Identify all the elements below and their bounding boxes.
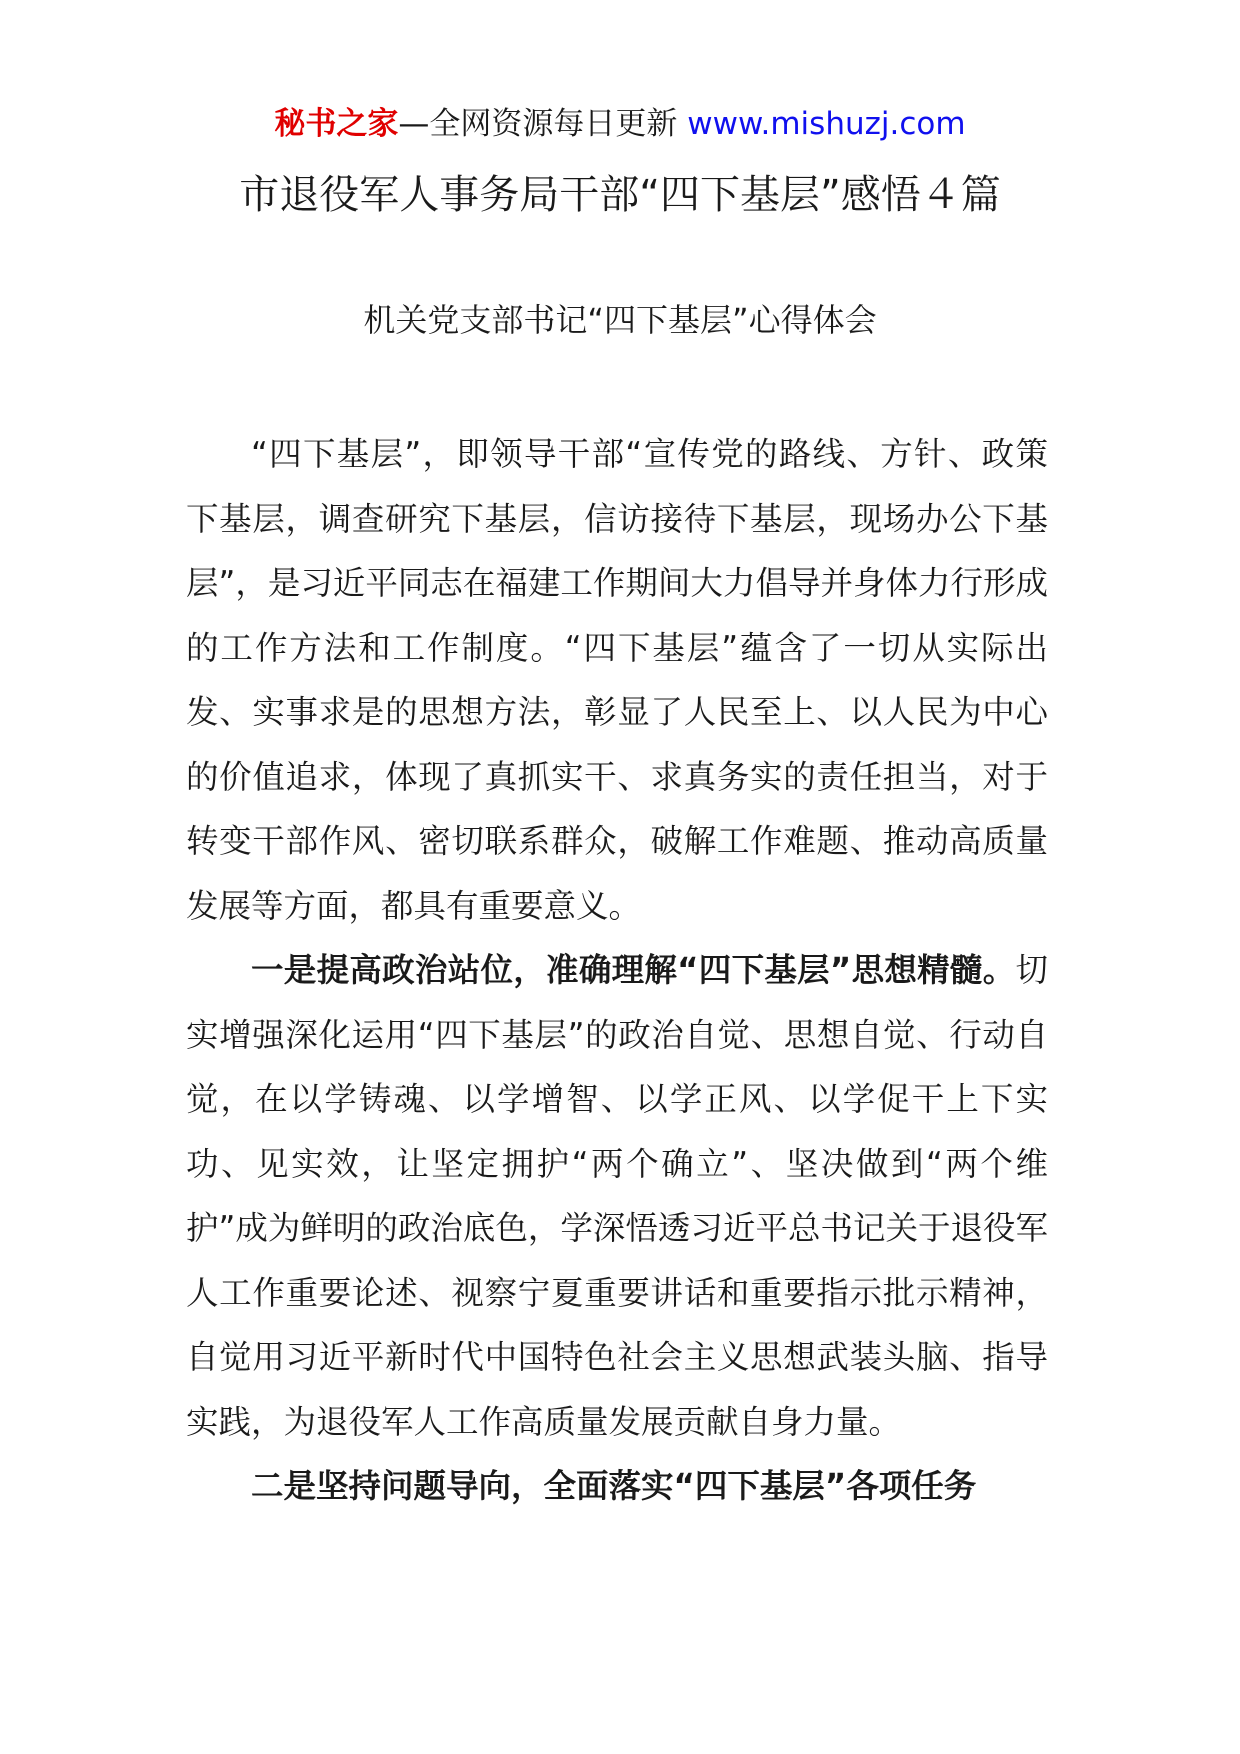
document-title: 市退役军人事务局干部“四下基层”感悟４篇 (239, 172, 1001, 218)
site-brand: 秘书之家 (274, 106, 399, 142)
document-body (186, 422, 1048, 1519)
paragraph-point-one (186, 938, 1048, 1454)
document-subtitle: 机关党支部书记“四下基层”心得体会 (363, 301, 877, 339)
site-url-link[interactable]: www.mishuzj.com (687, 106, 966, 142)
paragraph-point-two (186, 1454, 1048, 1519)
paragraph-lead: 一是提高政治站位，准确理解“四下基层”思想精髓。 (251, 951, 1016, 989)
paragraph-lead: 二是坚持问题导向，全面落实“四下基层”各项任务 (251, 1467, 977, 1505)
site-header (0, 104, 1240, 144)
paragraph-text: 切实增强深化运用“四下基层”的政治自觉、思想自觉、行动自觉，在以学铸魂、以学增智、以学正风、以学促干上下实功、见实效，让坚定拥护“两个确立”、坚决做到“两个维护”成为鲜明的政治底色，学深悟透习近平总书记关于退役军人工作重要论述、视察宁夏重要讲话和重要指示批示精神，自觉用习近平新时代中国特色社会主义思想武装头脑、指导实践，为退役军人工作高质量发展贡献自身力量。 (186, 951, 1048, 1441)
paragraph-text: “四下基层”，即领导干部“宣传党的路线、方针、政策下基层，调查研究下基层，信访接待下基层，现场办公下基层”，是习近平同志在福建工作期间大力倡导并身体力行形成的工作方法和工作制度。“四下基层”蕴含了一切从实际出发、实事求是的思想方法，彰显了人民至上、以人民为中心的价值追求，体现了真抓实干、求真务实的责任担当，对于转变干部作风、密切联系群众，破解工作难题、推动高质量发展等方面，都具有重要意义。 (186, 435, 1048, 925)
site-tagline: —全网资源每日更新 (398, 106, 688, 142)
paragraph-intro (186, 422, 1048, 938)
